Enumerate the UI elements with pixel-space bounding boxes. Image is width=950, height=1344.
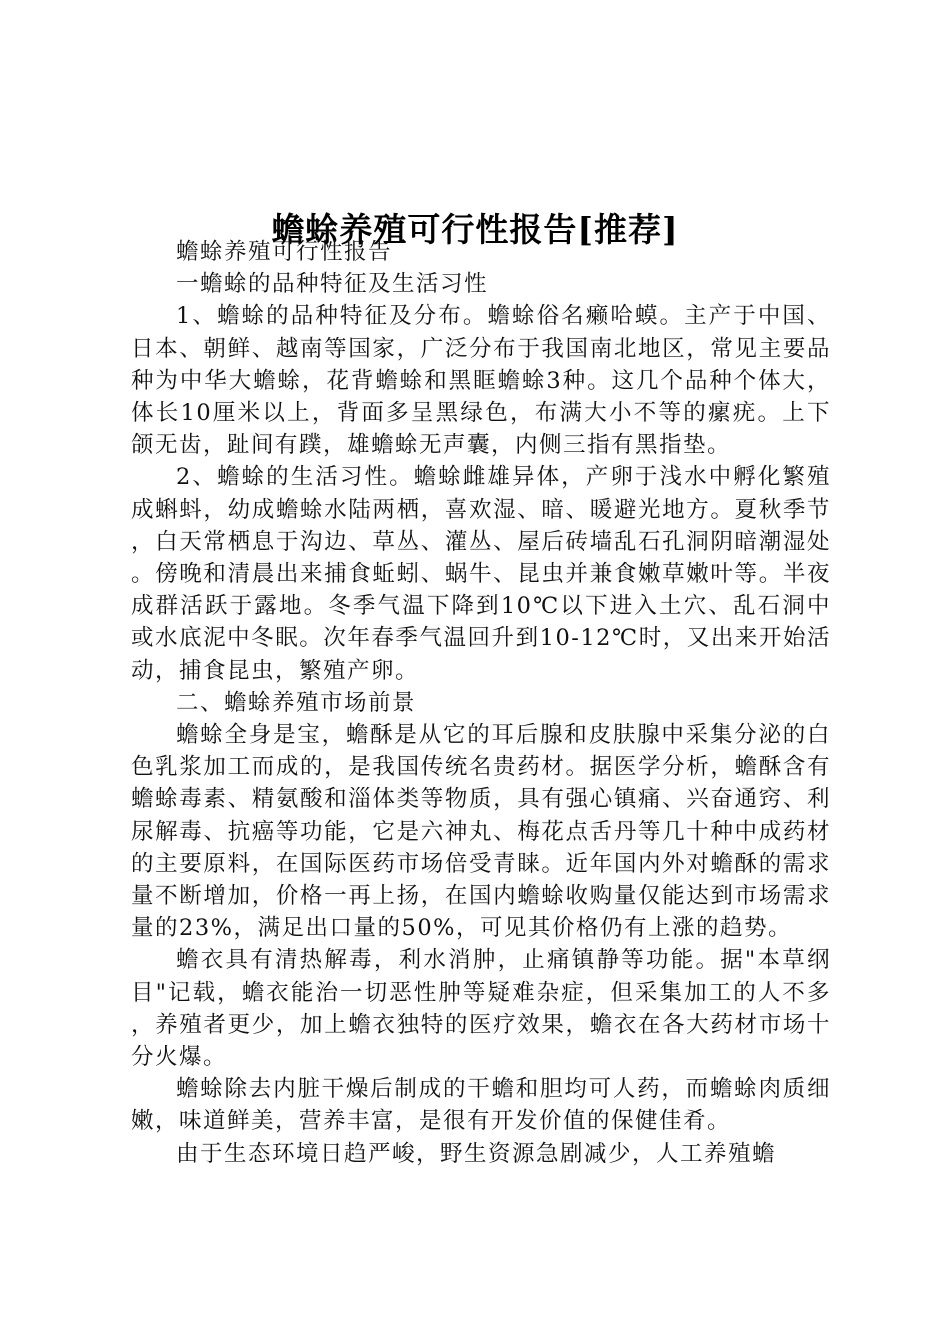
paragraph-ecology-outlook: 由于生态环境日趋严峻，野生资源急剧减少，人工养殖蟾 <box>176 1140 777 1167</box>
paragraph-toad-venom-value: 蟾蜍全身是宝，蟾酥是从它的耳后腺和皮肤腺中采集分泌的白色乳浆加工而成的，是我国传统名贵药材。据医学分析，蟾酥含有蟾蜍毒素、精氨酸和淄体类等物质，具有强心镇痛、兴奋通窍、利尿解毒、抗癌等功能，它是六神丸、梅花点舌丹等几十种中成药材的主要原料，在国际医药市场倍受青睐。近年国内外对蟾酥的需求量不断增加，价格一再上扬，在国内蟾蜍收购量仅能达到市场需求量的23%，满足出口量的50%，可见其价格仍有上涨的趋势。 <box>131 722 831 942</box>
paragraph-section-one-heading: 一蟾蜍的品种特征及生活习性 <box>176 271 489 298</box>
paragraph-species-distribution: 1、蟾蜍的品种特征及分布。蟾蜍俗名癞哈蟆。主产于中国、日本、朝鲜、越南等国家，广泛分布于我国南北地区，常见主要品种为中华大蟾蜍，花背蟾蜍和黑眶蟾蜍3种。这几个品种个体大，体长10厘米以上，背面多呈黑绿色，布满大小不等的瘰疣。上下颌无齿，趾间有蹼，雄蟾蜍无声囊，内侧三指有黑指垫。 <box>131 303 831 459</box>
paragraph-toad-skin-value: 蟾衣具有清热解毒，利水消肿，止痛镇静等功能。据"本草纲目"记载，蟾衣能治一切恶性肿等疑难杂症，但采集加工的人不多，养殖者更少，加上蟾衣独特的医疗效果，蟾衣在各大药材市场十分火爆。 <box>131 947 831 1071</box>
document-body <box>131 236 831 1170</box>
document-title: 蟾蜍养殖可行性报告[推荐] <box>271 210 679 250</box>
paragraph-dried-toad-value: 蟾蜍除去内脏干燥后制成的干蟾和胆均可人药，而蟾蜍肉质细嫩，味道鲜美，营养丰富，是很有开发价值的保健佳肴。 <box>131 1076 831 1135</box>
paragraph-report-heading: 蟾蜍养殖可行性报告 <box>176 239 393 265</box>
paragraph-living-habits: 2、蟾蜍的生活习性。蟾蜍雌雄异体，产卵于浅水中孵化繁殖成蝌蚪，幼成蟾蜍水陆两栖，喜欢湿、暗、暖避光地方。夏秋季节，白天常栖息于沟边、草丛、灌丛、屋后砖墙乱石孔洞阴暗潮湿处。傍晚和清晨出来捕食蚯蚓、蜗牛、昆虫并兼食嫩草嫩叶等。半夜成群活跃于露地。冬季气温下降到10℃以下进入土穴、乱石洞中或水底泥中冬眠。次年春季气温回升到10-12℃时，又出来开始活动，捕食昆虫，繁殖产卵。 <box>131 464 831 684</box>
paragraph-section-two-heading: 二、蟾蜍养殖市场前景 <box>176 689 417 716</box>
